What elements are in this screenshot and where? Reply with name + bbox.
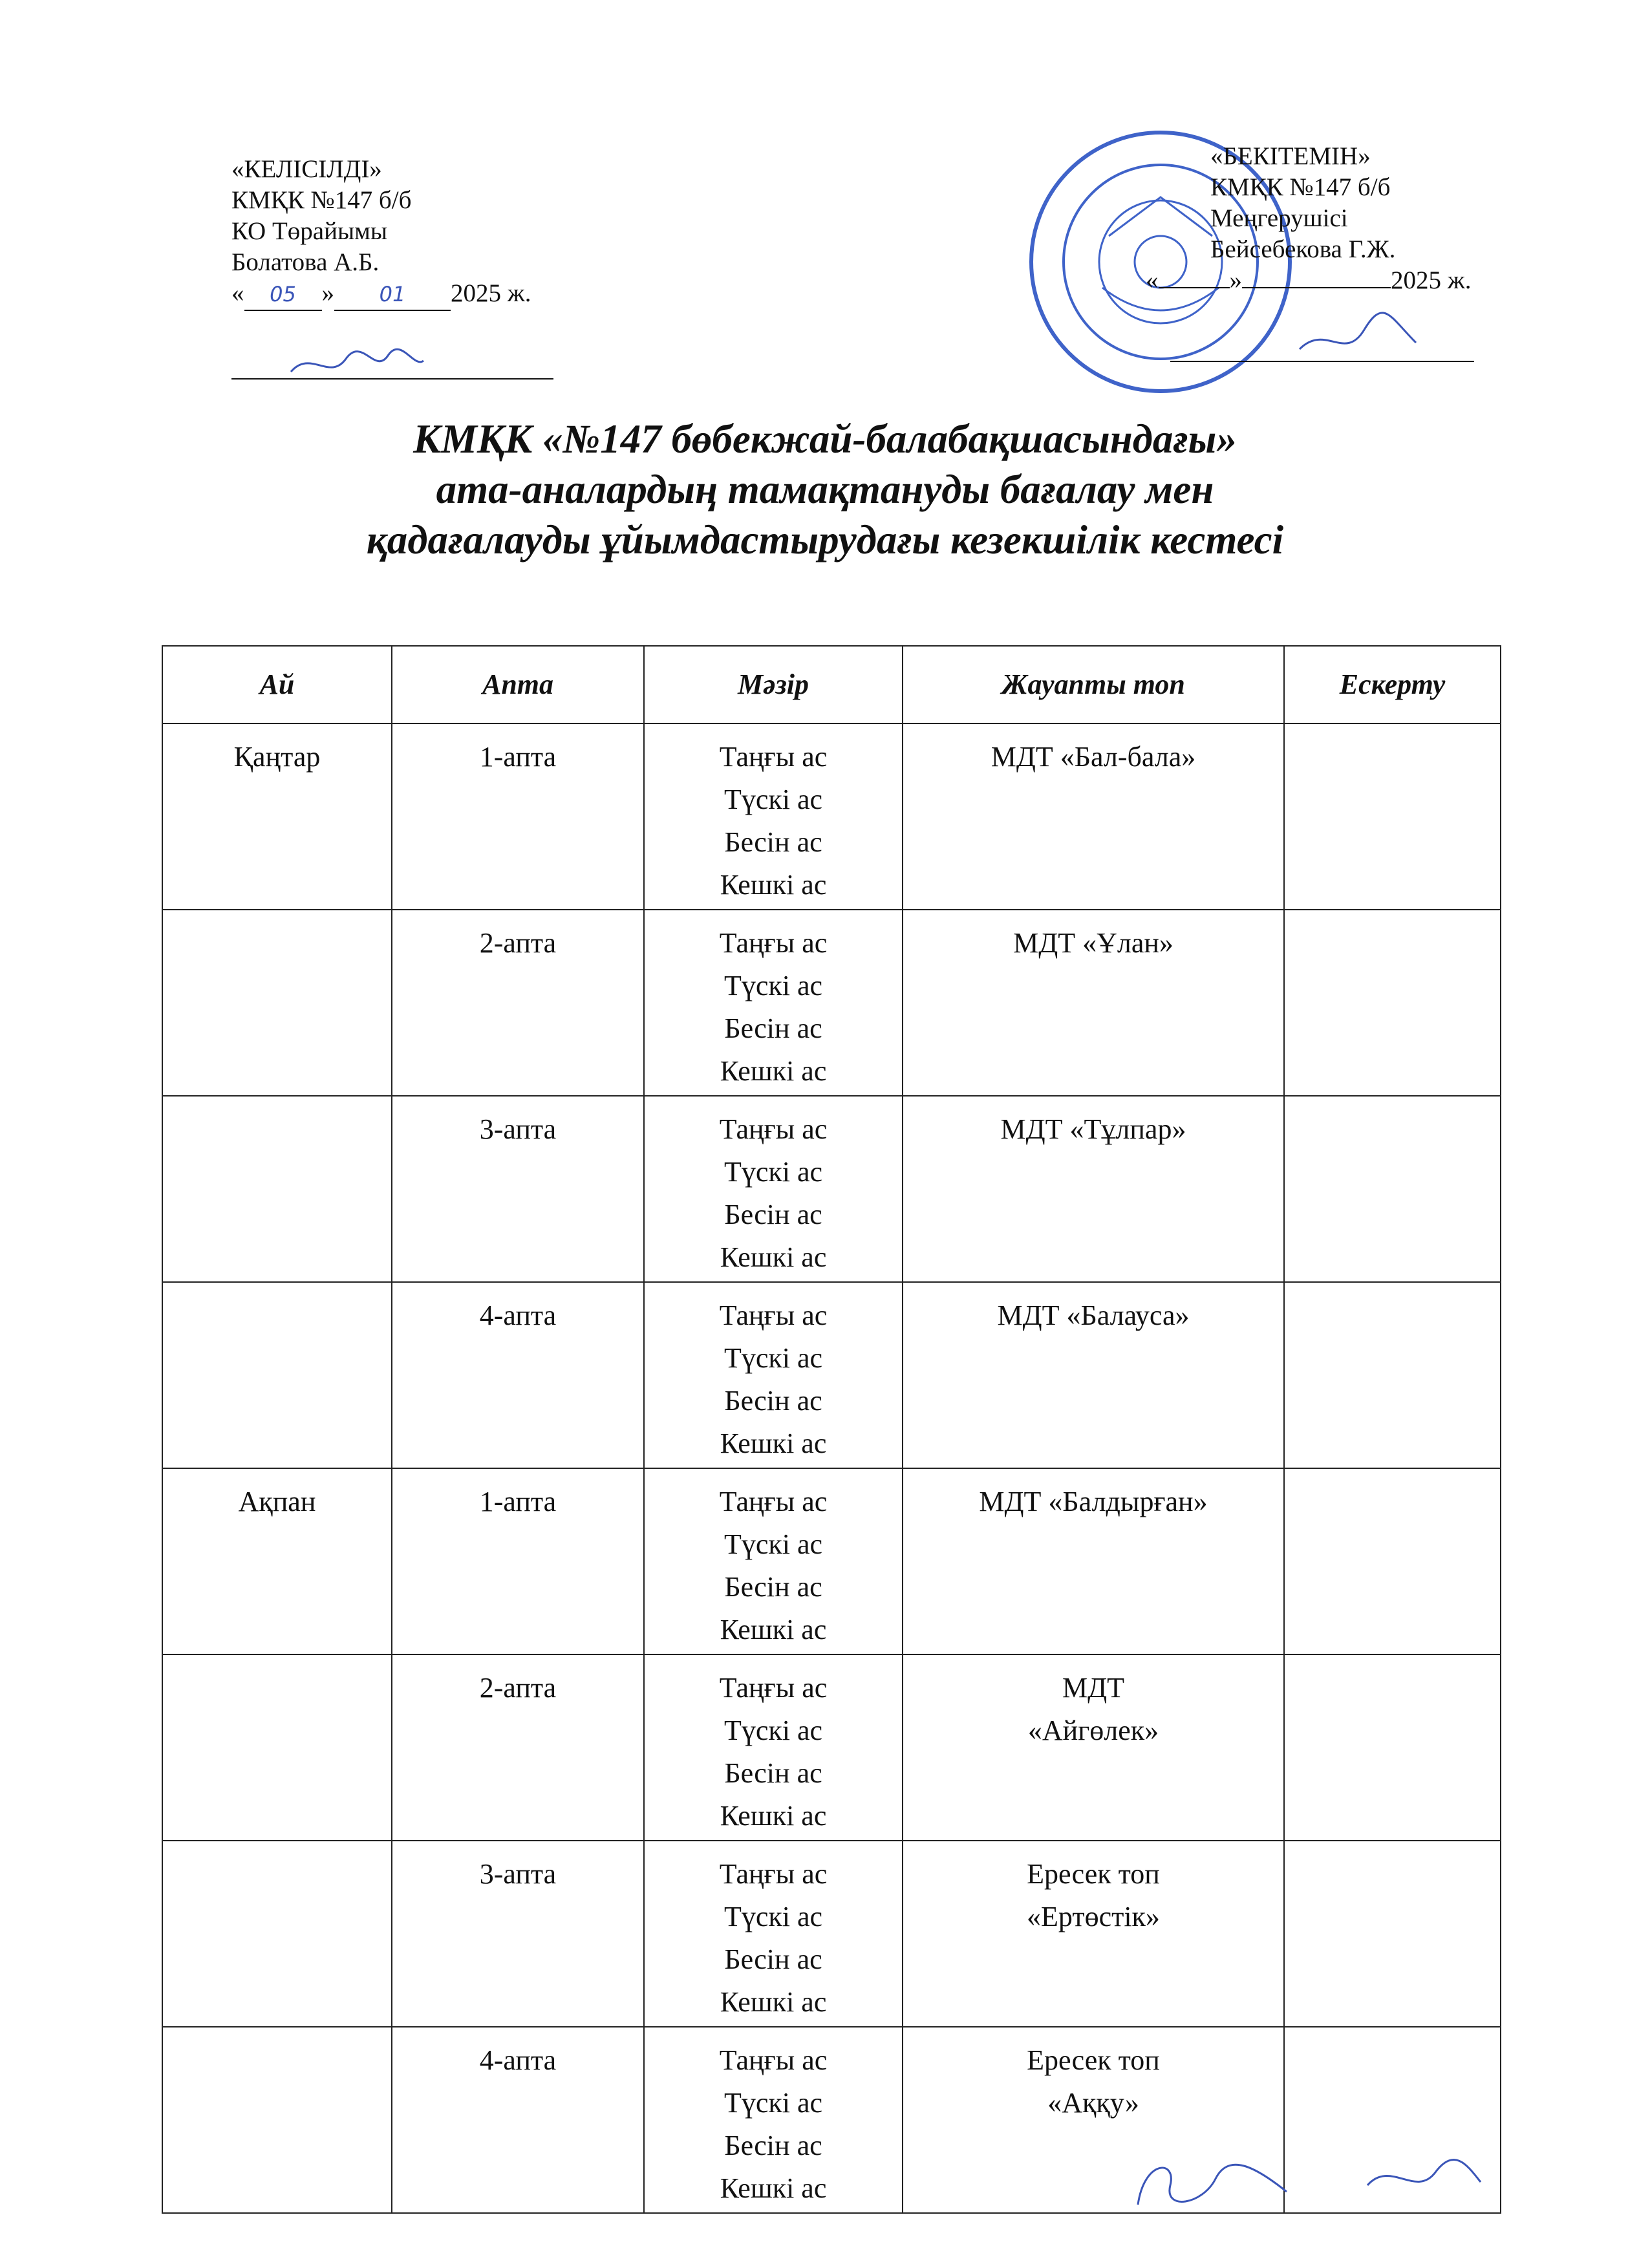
meal-item: Түскі ас: [723, 784, 823, 815]
group-line: МДТ «Балауса»: [997, 1300, 1190, 1331]
table-row: [162, 1282, 1501, 1468]
meal-item: Түскі ас: [723, 970, 823, 1001]
right-approval-name: Бейсебекова Г.Ж.: [1210, 235, 1396, 263]
bottom-signature-2-icon: [1358, 2146, 1487, 2211]
meal-item: Түскі ас: [723, 1528, 823, 1560]
title-line-2: ата-аналардың тамақтануды бағалау мен: [436, 467, 1214, 512]
cell-week: 3-апта: [392, 1841, 644, 2027]
cell-week: 2-апта: [392, 1654, 644, 1841]
meal-item: Кешкі ас: [720, 1428, 827, 1459]
cell-week: 3-апта: [392, 1096, 644, 1282]
table-row: [162, 1841, 1501, 2027]
cell-menu: [644, 1468, 903, 1654]
header-note: Ескерту: [1284, 646, 1501, 723]
cell-month: [162, 1654, 392, 1841]
cell-menu: [644, 1096, 903, 1282]
right-date-day: [1159, 287, 1230, 288]
table-row: [162, 723, 1501, 910]
cell-menu: [644, 1282, 903, 1468]
meal-item: Бесін ас: [724, 1385, 822, 1417]
left-approval-date: « 05 » 01 2025 ж.: [231, 278, 531, 311]
table-header-row: [162, 646, 1501, 723]
meal-item: Кешкі ас: [720, 869, 827, 901]
group-line: МДТ «Тұлпар»: [1000, 1113, 1186, 1145]
right-approval-label: «БЕКІТЕМІН»: [1210, 142, 1371, 170]
cell-note: [1284, 910, 1501, 1096]
meal-item: Бесін ас: [724, 1943, 822, 1975]
cell-week: 1-апта: [392, 1468, 644, 1654]
table-row: [162, 1096, 1501, 1282]
cell-menu: [644, 910, 903, 1096]
meal-item: Түскі ас: [723, 2087, 823, 2119]
meal-item: Бесін ас: [724, 2130, 822, 2161]
cell-menu: [644, 1654, 903, 1841]
cell-menu: [644, 723, 903, 910]
meal-item: Түскі ас: [723, 1715, 823, 1746]
right-approval-org: КМҚК №147 б/б: [1210, 173, 1391, 201]
meal-item: Кешкі ас: [720, 1055, 827, 1087]
table-row: [162, 1468, 1501, 1654]
meal-item: Бесін ас: [724, 1199, 822, 1230]
cell-month: [162, 2027, 392, 2213]
group-line: МДТ «Ұлан»: [1013, 927, 1173, 959]
meal-item: Кешкі ас: [720, 1986, 827, 2018]
header-menu: Мәзір: [644, 646, 903, 723]
meal-item: Түскі ас: [723, 1901, 823, 1932]
meal-item: Таңғы ас: [719, 2044, 828, 2076]
cell-week: 1-апта: [392, 723, 644, 910]
right-signature-icon: [1293, 304, 1422, 369]
cell-responsible-group: [903, 723, 1284, 910]
cell-note: [1284, 1096, 1501, 1282]
group-line: Ересек топ: [1027, 1858, 1160, 1890]
document-title: [0, 414, 1650, 565]
left-approval-org: КМҚК №147 б/б: [231, 186, 412, 214]
bottom-signature-1-icon: [1125, 2146, 1293, 2224]
meal-item: Бесін ас: [724, 1012, 822, 1044]
right-approval-position: Меңгерушісі: [1210, 204, 1348, 232]
cell-note: [1284, 723, 1501, 910]
left-signature-icon: [284, 336, 427, 388]
cell-responsible-group: [903, 1654, 1284, 1841]
meal-item: Түскі ас: [723, 1342, 823, 1374]
meal-item: Таңғы ас: [719, 1300, 828, 1331]
cell-month: Қаңтар: [162, 723, 392, 910]
right-date-year: 2025 ж.: [1391, 266, 1472, 294]
cell-responsible-group: [903, 1841, 1284, 2027]
cell-menu: [644, 2027, 903, 2213]
meal-item: Таңғы ас: [719, 927, 828, 959]
table-row: [162, 910, 1501, 1096]
left-approval-block: [231, 154, 531, 311]
group-line: Ересек топ: [1027, 2044, 1160, 2076]
left-date-month: 01: [334, 279, 451, 311]
header-week: Апта: [392, 646, 644, 723]
cell-week: 4-апта: [392, 1282, 644, 1468]
right-approval-block: [1146, 141, 1472, 296]
left-approval-name: Болатова А.Б.: [231, 248, 380, 276]
header-responsible-group: Жауапты топ: [903, 646, 1284, 723]
table-row: [162, 2027, 1501, 2213]
meal-item: Кешкі ас: [720, 2172, 827, 2204]
meal-item: Бесін ас: [724, 1571, 822, 1603]
cell-note: [1284, 1468, 1501, 1654]
title-line-1: КМҚК «№147 бөбекжай-балабақшасындағы»: [413, 416, 1237, 462]
left-date-year: 2025 ж.: [451, 279, 531, 307]
title-line-3: қадағалауды ұйымдастырудағы кезекшілік кестесі: [366, 517, 1284, 562]
meal-item: Түскі ас: [723, 1156, 823, 1188]
meal-item: Таңғы ас: [719, 1672, 828, 1704]
duty-schedule-table: [162, 645, 1501, 2214]
header-month: Ай: [162, 646, 392, 723]
meal-item: Бесін ас: [724, 1757, 822, 1789]
group-line: МДТ «Балдырған»: [979, 1486, 1208, 1517]
meal-item: Кешкі ас: [720, 1241, 827, 1273]
right-date-month: [1242, 287, 1391, 288]
cell-week: 4-апта: [392, 2027, 644, 2213]
table-row: [162, 1654, 1501, 1841]
cell-responsible-group: [903, 910, 1284, 1096]
meal-item: Бесін ас: [724, 826, 822, 858]
group-line: МДТ «Бал-бала»: [991, 741, 1196, 773]
cell-month: [162, 910, 392, 1096]
cell-month: Ақпан: [162, 1468, 392, 1654]
group-line: МДТ: [1062, 1672, 1124, 1704]
left-approval-label: «КЕЛІСІЛДІ»: [231, 155, 382, 183]
group-line: «Айгөлек»: [1027, 1715, 1159, 1746]
meal-item: Таңғы ас: [719, 1113, 828, 1145]
meal-item: Кешкі ас: [720, 1614, 827, 1645]
left-approval-position: КО Төрайымы: [231, 217, 388, 245]
cell-note: [1284, 1654, 1501, 1841]
cell-responsible-group: [903, 1468, 1284, 1654]
cell-week: 2-апта: [392, 910, 644, 1096]
cell-month: [162, 1282, 392, 1468]
cell-menu: [644, 1841, 903, 2027]
cell-responsible-group: [903, 1282, 1284, 1468]
cell-month: [162, 1841, 392, 2027]
cell-responsible-group: [903, 1096, 1284, 1282]
meal-item: Таңғы ас: [719, 1486, 828, 1517]
cell-month: [162, 1096, 392, 1282]
right-approval-date: « » 2025 ж.: [1146, 265, 1471, 296]
meal-item: Кешкі ас: [720, 1800, 827, 1832]
left-date-day: 05: [244, 279, 322, 311]
cell-note: [1284, 1841, 1501, 2027]
group-line: «Аққу»: [1047, 2087, 1139, 2119]
meal-item: Таңғы ас: [719, 1858, 828, 1890]
group-line: «Ертөстік»: [1027, 1901, 1160, 1932]
meal-item: Таңғы ас: [719, 741, 828, 773]
cell-note: [1284, 1282, 1501, 1468]
